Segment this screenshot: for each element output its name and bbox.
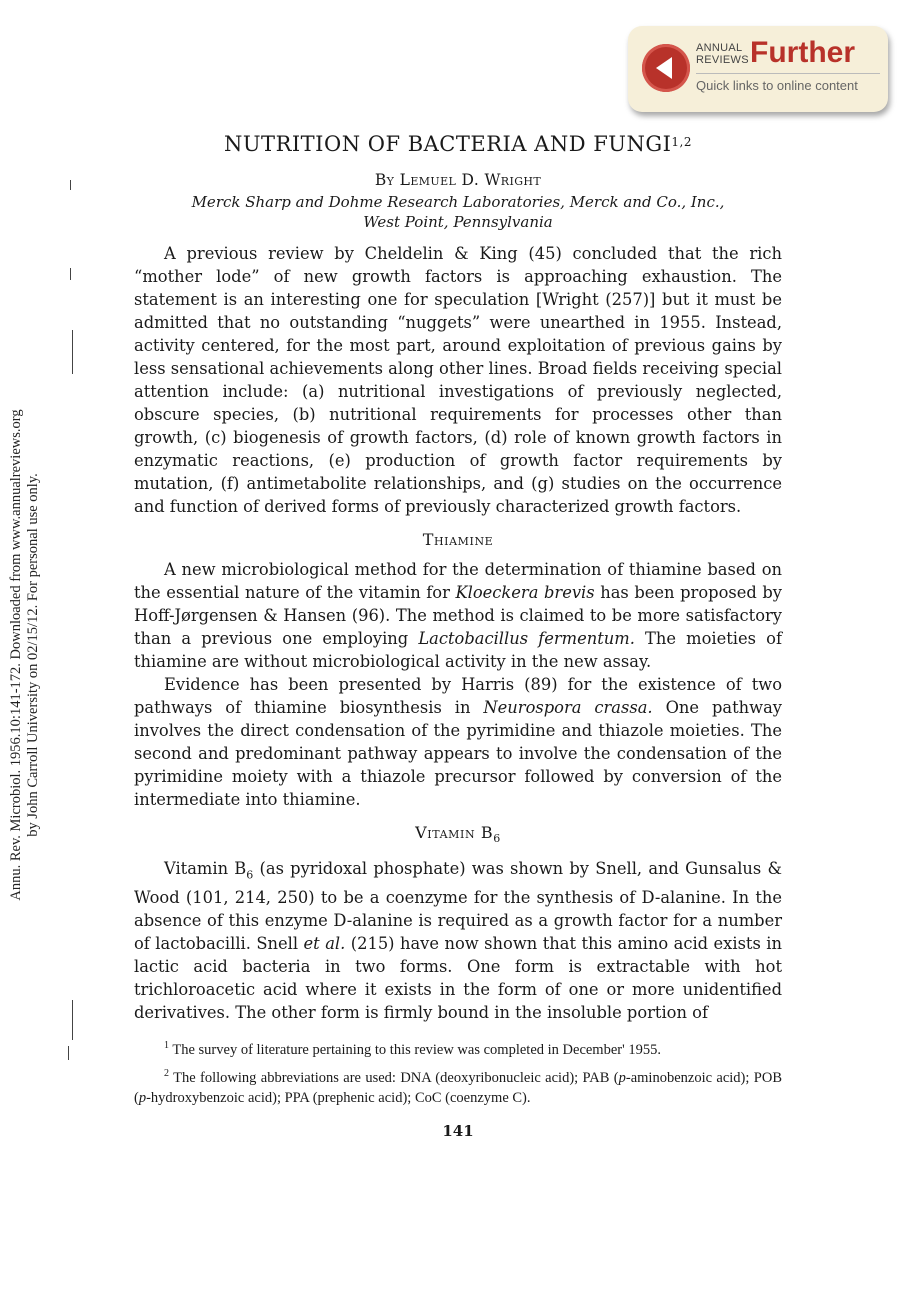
download-notice-line2: by John Carroll University on 02/15/12. For personal use only. — [25, 473, 41, 837]
footnote-2 — [134, 1064, 782, 1108]
reviews-label: REVIEWS — [696, 54, 749, 66]
affiliation-line1: Merck Sharp and Dohme Research Laboratories, Merck and Co., Inc., — [191, 193, 725, 211]
footnote-text: -hydroxybenzoic acid); PPA (prephenic acid); CoC (coenzyme C). — [146, 1090, 531, 1107]
footnote-text: The following abbreviations are used: DNA (deoxyribonucleic acid); PAB ( — [169, 1070, 619, 1087]
text-run: (215) have now shown that this amino acid exists in lactic acid bacteria in two forms. One form is extractable with hot trichloroacetic acid where it exists in the form of one or more unidentified derivatives. The other form is firmly bound in the insoluble portion of — [134, 934, 782, 1023]
margin-mark — [72, 1000, 73, 1040]
back-arrow-icon-glyph — [642, 44, 690, 92]
et-al: et al. — [303, 934, 346, 954]
article-page — [134, 130, 782, 1140]
download-notice-line1: Annu. Rev. Microbiol. 1956.10:141-172. Downloaded from www.annualreviews.org — [8, 409, 24, 901]
subscript: 6 — [246, 868, 254, 882]
affiliation-line2: West Point, Pennsylvania — [363, 213, 553, 231]
footnote-italic: p — [618, 1070, 626, 1087]
text-run: One pathway involves the direct condensation of the pyrimidine and thiazole moieties. The second and predominant pathway appears to involve the condensation of the pyrimidine moiety with a thiazole precursor followed by conversion of the intermediate into thiamine. — [134, 698, 782, 809]
margin-mark — [70, 268, 71, 280]
footnote-text: -aminobenzoic acid); POB ( — [134, 1070, 782, 1107]
margin-mark — [68, 1046, 69, 1060]
species-name: Neurospora crassa. — [483, 698, 653, 717]
badge-divider — [696, 73, 880, 74]
back-arrow-icon[interactable] — [642, 44, 690, 92]
thiamine-paragraph-2 — [134, 673, 782, 811]
margin-mark — [70, 180, 71, 190]
section-heading-subscript: 6 — [493, 832, 501, 846]
margin-mark — [72, 330, 73, 374]
annual-reviews-logo — [696, 42, 749, 66]
author-byline: By Lemuel D. Wright — [374, 171, 542, 189]
species-name: Lactobacillus fermentum. — [418, 629, 635, 648]
text-run: (as pyridoxal phosphate) was shown by Snell, and Gunsalus & Wood (101, 214, 250) to be a coenzyme for the synthesis of D-alanine. In the absence of this enzyme D-alanine is required as a growth factor for a number of lactobacilli. Snell — [134, 859, 782, 954]
text-run: Evidence has been presented by Harris (89) for the existence of two pathways of thiamine biosynthesis in — [134, 675, 782, 717]
affiliation — [134, 192, 782, 232]
footnotes — [134, 1036, 782, 1108]
title-footnote-marks: 1,2 — [671, 135, 693, 149]
intro-paragraph: A previous review by Cheldelin & King (45) concluded that the rich “mother lode” of new growth factors is approaching exhaustion. The statement is an interesting one for speculation [Wright (257)] but it must be admitted that no outstanding “nuggets” were unearthed in 1955. Instead, activity centered, for the most part, around exploitation of previous gains by less sensational achievements along other lines. Broad fields receiving special attention include: (a) nutritional investigations of previously neglected, obscure species, (b) nutritional requirements for processes other than growth, (c) biogenesis of growth factors, (d) role of known growth factors in enzymatic reactions, (e) production of growth factor requirements by mutation, (f) antimetabolite relationships, and (g) studies on the occurrence and function of derived forms of previously characterized growth factors. — [134, 244, 782, 516]
download-notice — [8, 355, 42, 955]
footnote-text: The survey of literature pertaining to this review was completed in December' 1955. — [169, 1042, 661, 1059]
text-run: has been proposed by Hoff-Jørgensen & Hansen (96). The method is claimed to be more satisfactory than a previous one employing — [134, 583, 782, 648]
footnote-1 — [134, 1036, 782, 1060]
footnote-italic: p — [138, 1090, 147, 1107]
footnote-mark: 2 — [164, 1068, 169, 1080]
further-title: Further — [750, 36, 855, 69]
section-heading-vitamin-b6 — [134, 823, 782, 849]
vitamin-b6-paragraph — [134, 857, 782, 1024]
article-title — [134, 130, 782, 158]
footnote-mark: 1 — [164, 1040, 169, 1052]
text-run: A new microbiological method for the determination of thiamine based on the essential nature of the vitamin for — [134, 560, 782, 602]
page-number: 141 — [442, 1122, 474, 1141]
species-name: Kloeckera brevis — [455, 583, 595, 602]
annual-label: ANNUAL — [696, 42, 743, 54]
section-heading-thiamine: Thiamine — [422, 530, 494, 549]
thiamine-paragraph-1 — [134, 558, 782, 673]
article-title-text: NUTRITION OF BACTERIA AND FUNGI — [223, 132, 672, 156]
further-badge[interactable] — [628, 26, 888, 112]
section-heading-text: Vitamin B — [415, 823, 494, 842]
text-run: The moieties of thiamine are without microbiological activity in the new assay. — [134, 629, 782, 671]
text-run: Vitamin B — [164, 859, 247, 879]
download-notice-sidebar — [0, 0, 50, 1307]
further-subtitle: Quick links to online content — [696, 78, 858, 93]
